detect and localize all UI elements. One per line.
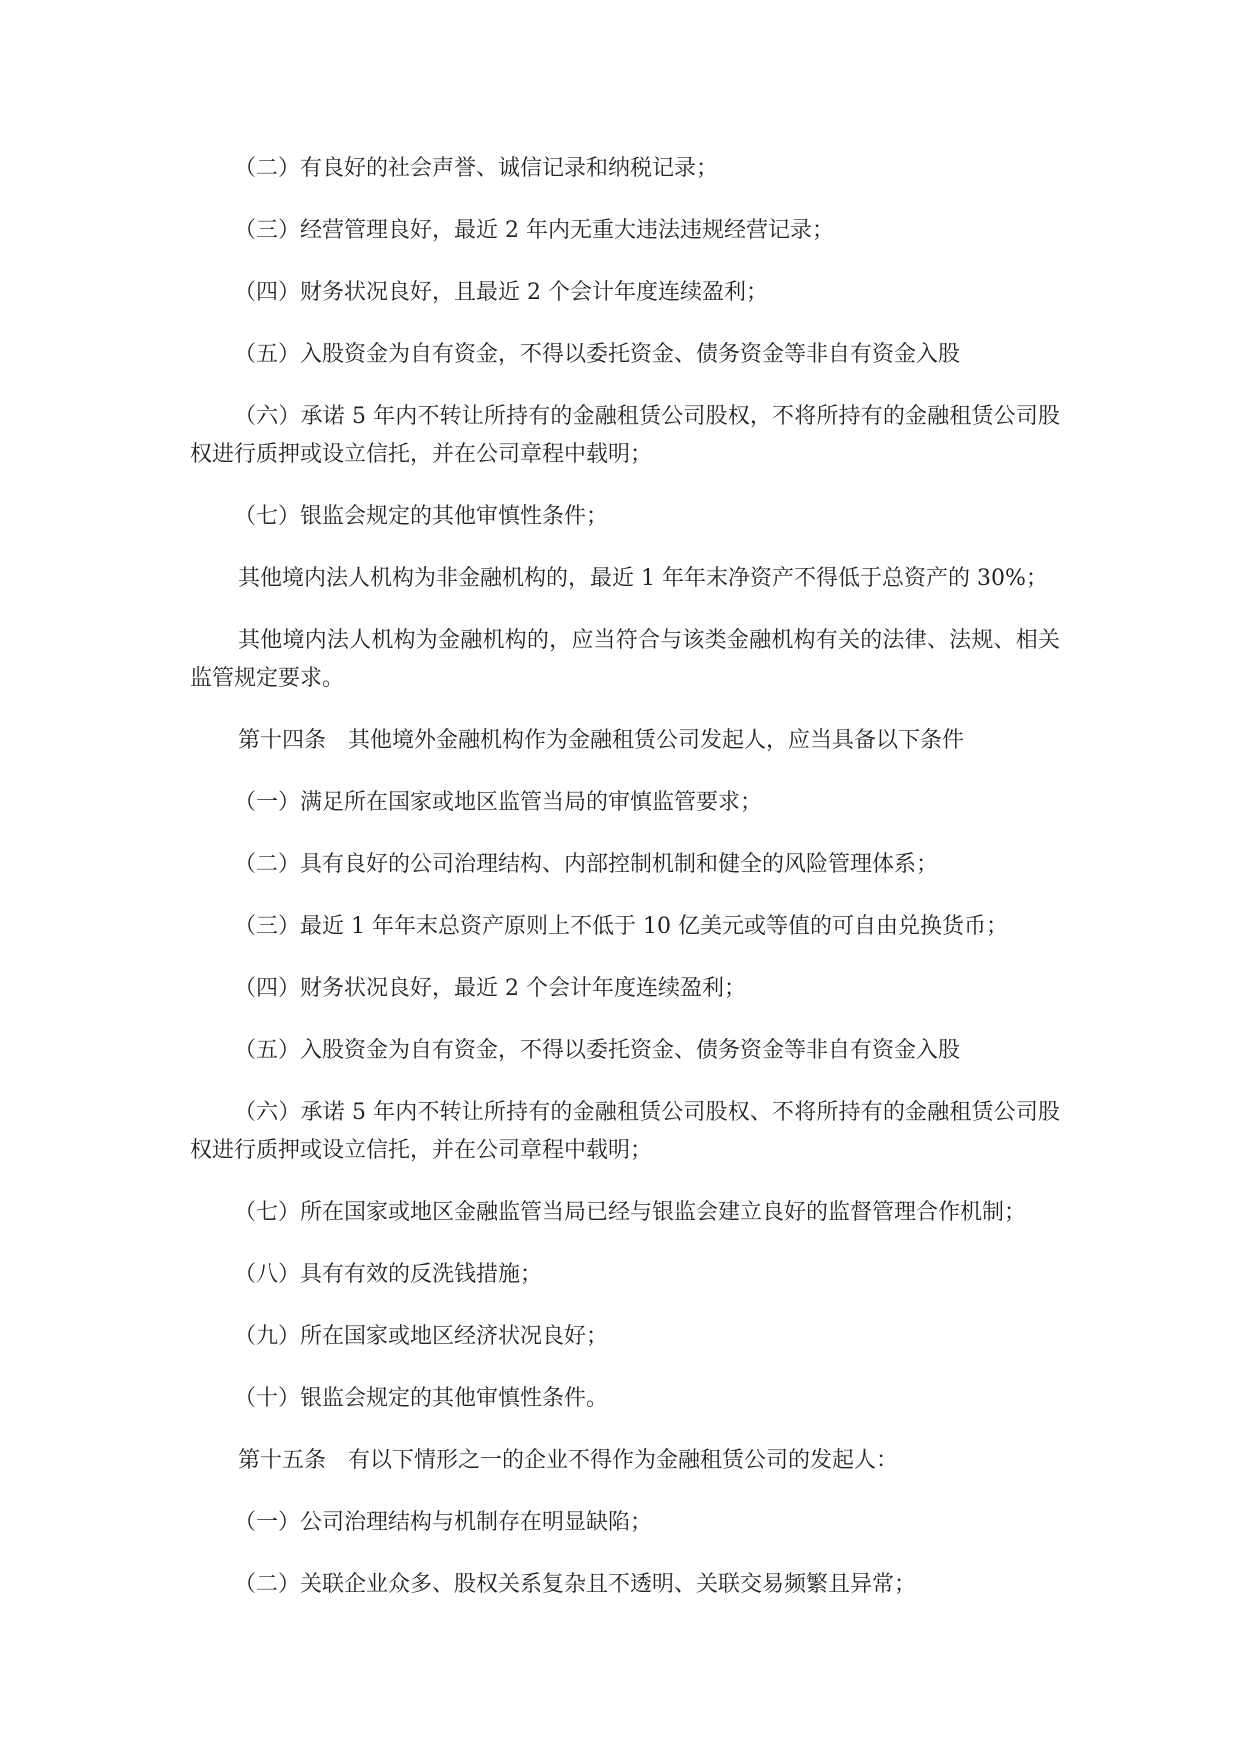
paragraph: （八）具有有效的反洗钱措施； — [234, 1262, 543, 1287]
paragraph: （二）关联企业众多、股权关系复杂且不透明、关联交易频繁且异常； — [234, 1572, 917, 1597]
paragraph: （二）具有良好的公司治理结构、内部控制机制和健全的风险管理体系； — [234, 852, 939, 877]
document-body — [190, 150, 1060, 1628]
paragraph: （六）承诺 5 年内不转让所持有的金融租赁公司股权，不将所持有的金融租赁公司股权进行质押或设立信托，并在公司章程中载明； — [190, 404, 1060, 467]
paragraph: （四）财务状况良好，且最近 2 个会计年度连续盈利； — [234, 280, 768, 305]
paragraph: （七）银监会规定的其他审慎性条件； — [234, 504, 609, 529]
paragraph: （九）所在国家或地区经济状况良好； — [234, 1324, 609, 1349]
article-heading: 第十四条 其他境外金融机构作为金融租赁公司发起人，应当具备以下条件 — [238, 728, 965, 753]
paragraph: 其他境内法人机构为非金融机构的，最近 1 年年末净资产不得低于总资产的 30%； — [238, 566, 1048, 591]
paragraph: （五）入股资金为自有资金，不得以委托资金、债务资金等非自有资金入股 — [234, 1038, 961, 1063]
paragraph: （三）经营管理良好，最近 2 年内无重大违法违规经营记录； — [234, 218, 834, 243]
paragraph: （二）有良好的社会声誉、诚信记录和纳税记录； — [234, 156, 719, 181]
paragraph: （七）所在国家或地区金融监管当局已经与银监会建立良好的监督管理合作机制； — [234, 1200, 1027, 1225]
paragraph: （六）承诺 5 年内不转让所持有的金融租赁公司股权、不将所持有的金融租赁公司股权进行质押或设立信托，并在公司章程中载明； — [190, 1100, 1060, 1163]
paragraph: （三）最近 1 年年末总资产原则上不低于 10 亿美元或等值的可自由兑换货币； — [234, 914, 1008, 939]
paragraph: （一）公司治理结构与机制存在明显缺陷； — [234, 1510, 653, 1535]
article-heading: 第十五条 有以下情形之一的企业不得作为金融租赁公司的发起人： — [238, 1448, 899, 1473]
paragraph: （十）银监会规定的其他审慎性条件。 — [234, 1386, 609, 1411]
paragraph: （五）入股资金为自有资金，不得以委托资金、债务资金等非自有资金入股 — [234, 342, 961, 367]
paragraph: （一）满足所在国家或地区监管当局的审慎监管要求； — [234, 790, 763, 815]
paragraph: 其他境内法人机构为金融机构的，应当符合与该类金融机构有关的法律、法规、相关监管规定要求。 — [190, 628, 1060, 691]
paragraph: （四）财务状况良好，最近 2 个会计年度连续盈利； — [234, 976, 746, 1001]
